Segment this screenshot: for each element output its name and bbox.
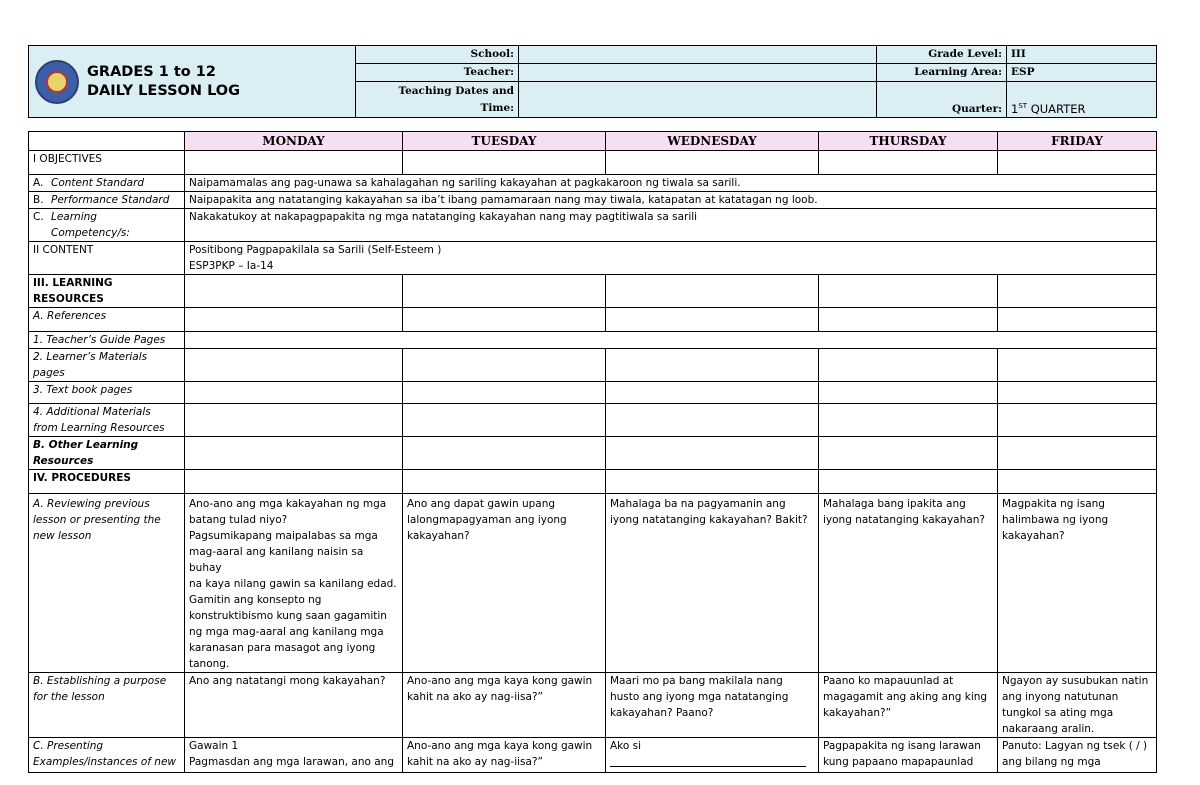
establishing-purpose-line-2: for the lesson xyxy=(33,691,105,703)
grade-level-field[interactable]: III xyxy=(1007,46,1157,64)
reviewing-friday[interactable] xyxy=(998,494,1157,673)
reviewing-monday-line: batang tulad niyo? xyxy=(189,514,288,526)
title-line-1: GRADES 1 to 12 xyxy=(87,63,216,80)
reviewing-lesson-line-3: new lesson xyxy=(33,530,92,542)
learning-competency-marker: C. xyxy=(33,211,44,223)
title-line-2: DAILY LESSON LOG xyxy=(87,82,241,99)
additional-materials-tuesday[interactable] xyxy=(403,404,606,437)
purpose-wednesday-line: Maari mo pa bang makilala nang xyxy=(610,675,783,687)
other-resources-wednesday[interactable] xyxy=(606,437,819,470)
reviewing-tuesday-line: kakayahan? xyxy=(407,530,470,542)
purpose-thursday-line: magagamit ang aking ang king xyxy=(823,691,988,703)
reviewing-wednesday-line: iyong natatanging kakayahan? Bakit? xyxy=(610,514,808,526)
reviewing-monday[interactable] xyxy=(185,494,403,673)
references-thursday[interactable] xyxy=(819,308,998,332)
purpose-friday-line: tungkol sa ating mga xyxy=(1002,707,1114,719)
references-tuesday[interactable] xyxy=(403,308,606,332)
textbook-friday[interactable] xyxy=(998,382,1157,404)
teacher-label: Teacher: xyxy=(356,64,519,82)
name-blank-line[interactable] xyxy=(610,754,806,767)
teaching-dates-label-line-2: Time: xyxy=(480,102,514,114)
teachers-guide-label: 1. Teacher’s Guide Pages xyxy=(29,332,185,349)
quarter-label: Quarter: xyxy=(877,82,1007,118)
teaching-dates-field[interactable] xyxy=(519,82,877,118)
grade-level-label: Grade Level: xyxy=(877,46,1007,64)
purpose-thursday-line: kakayahan?” xyxy=(823,707,892,719)
additional-materials-friday[interactable] xyxy=(998,404,1157,437)
learning-resources-heading: III. LEARNING RESOURCES xyxy=(29,275,185,308)
quarter-number: 1 xyxy=(1011,102,1019,116)
learners-materials-wednesday[interactable] xyxy=(606,349,819,382)
learners-materials-line-1: 2. Learner’s Materials xyxy=(33,351,148,363)
purpose-tuesday-line: kahit na ako ay nag-iisa?” xyxy=(407,691,543,703)
content-value-line-1: Positibong Pagpapakilala sa Sarili (Self-Esteem ) xyxy=(189,244,442,256)
purpose-tuesday[interactable] xyxy=(403,673,606,738)
teacher-field[interactable] xyxy=(519,64,877,82)
presenting-wednesday[interactable] xyxy=(606,738,819,773)
presenting-thursday[interactable] xyxy=(819,738,998,773)
learners-materials-thursday[interactable] xyxy=(819,349,998,382)
reviewing-friday-line: Magpakita ng isang xyxy=(1002,498,1105,510)
objectives-wednesday[interactable] xyxy=(606,151,819,175)
learners-materials-tuesday[interactable] xyxy=(403,349,606,382)
quarter-field[interactable] xyxy=(1007,82,1157,118)
content-value[interactable] xyxy=(185,242,1157,275)
day-header-friday: FRIDAY xyxy=(998,132,1157,151)
reviewing-monday-line: mag-aaral ang kanilang naisin sa buhay xyxy=(189,546,364,574)
resources-thursday[interactable] xyxy=(819,275,998,308)
quarter-superscript: ST xyxy=(1018,102,1028,111)
textbook-wednesday[interactable] xyxy=(606,382,819,404)
purpose-friday-line: ang inyong natutunan xyxy=(1002,691,1119,703)
purpose-thursday[interactable] xyxy=(819,673,998,738)
additional-materials-line-1: 4. Additional Materials xyxy=(33,406,151,418)
presenting-examples-line-1: C. Presenting xyxy=(33,740,104,752)
references-monday[interactable] xyxy=(185,308,403,332)
textbook-tuesday[interactable] xyxy=(403,382,606,404)
quarter-text: QUARTER xyxy=(1027,102,1086,116)
reviewing-friday-line: halimbawa ng iyong xyxy=(1002,514,1109,526)
teaching-dates-label-line-1: Teaching Dates and xyxy=(398,85,514,97)
content-standard-value[interactable]: Naipamamalas ang pag-unawa sa kahalagahan ng sariling kakayahan at pagkakaroon ng tiwala sa sarili. xyxy=(185,175,1157,192)
resources-monday[interactable] xyxy=(185,275,403,308)
purpose-wednesday[interactable] xyxy=(606,673,819,738)
presenting-tuesday-line: Ano-ano ang mga kaya kong gawin xyxy=(407,740,593,752)
learning-competency-line-2: Competency/s: xyxy=(51,227,130,239)
content-standard-label xyxy=(29,175,185,192)
reviewing-monday-line: ng mga mag-aaral ang kanilang mga xyxy=(189,626,384,638)
presenting-examples-line-2: Examples/instances of new xyxy=(33,756,177,768)
textbook-thursday[interactable] xyxy=(819,382,998,404)
resources-tuesday[interactable] xyxy=(403,275,606,308)
reviewing-friday-line: kakayahan? xyxy=(1002,530,1065,542)
presenting-monday-line: Pagmasdan ang mga larawan, ano ang xyxy=(189,756,395,768)
reviewing-lesson-line-2: lesson or presenting the xyxy=(33,514,161,526)
textbook-pages-label: 3. Text book pages xyxy=(29,382,185,404)
presenting-thursday-line: kung papaano mapapaunlad xyxy=(823,756,974,768)
presenting-friday-line: Panuto: Lagyan ng tsek ( / ) xyxy=(1002,740,1148,752)
objectives-heading: I OBJECTIVES xyxy=(29,151,185,175)
lesson-log-table xyxy=(28,131,1157,773)
additional-materials-wednesday[interactable] xyxy=(606,404,819,437)
references-heading: A. References xyxy=(29,308,185,332)
objectives-thursday[interactable] xyxy=(819,151,998,175)
presenting-tuesday[interactable] xyxy=(403,738,606,773)
day-header-thursday: THURSDAY xyxy=(819,132,998,151)
presenting-monday[interactable] xyxy=(185,738,403,773)
objectives-tuesday[interactable] xyxy=(403,151,606,175)
reviewing-tuesday[interactable] xyxy=(403,494,606,673)
purpose-friday[interactable] xyxy=(998,673,1157,738)
procedures-heading: IV. PROCEDURES xyxy=(29,470,185,494)
learners-materials-monday[interactable] xyxy=(185,349,403,382)
other-resources-label xyxy=(29,437,185,470)
reviewing-wednesday-line: Mahalaga ba na pagyamanin ang xyxy=(610,498,786,510)
reviewing-monday-line: Ano-ano ang mga kakayahan ng mga xyxy=(189,498,387,510)
learners-materials-label xyxy=(29,349,185,382)
corner-cell xyxy=(29,132,185,151)
procedures-thursday[interactable] xyxy=(819,470,998,494)
purpose-wednesday-line: husto ang iyong mga natatanging xyxy=(610,691,789,703)
day-header-wednesday: WEDNESDAY xyxy=(606,132,819,151)
teaching-dates-label xyxy=(356,82,519,118)
presenting-wednesday-line: Ako si xyxy=(610,740,642,752)
establishing-purpose-line-1: B. Establishing a purpose xyxy=(33,675,167,687)
header-table xyxy=(28,45,1157,118)
learning-area-label: Learning Area: xyxy=(877,64,1007,82)
other-resources-friday[interactable] xyxy=(998,437,1157,470)
performance-standard-marker: B. xyxy=(33,194,44,206)
other-resources-thursday[interactable] xyxy=(819,437,998,470)
objectives-friday[interactable] xyxy=(998,151,1157,175)
presenting-tuesday-line: kahit na ako ay nag-iisa?” xyxy=(407,756,543,768)
procedures-friday[interactable] xyxy=(998,470,1157,494)
additional-materials-line-2: from Learning Resources xyxy=(33,422,165,434)
deped-seal-icon xyxy=(35,60,79,104)
reviewing-thursday-line: iyong natatanging kakayahan? xyxy=(823,514,985,526)
performance-standard-label xyxy=(29,192,185,209)
references-friday[interactable] xyxy=(998,308,1157,332)
additional-materials-monday[interactable] xyxy=(185,404,403,437)
content-value-line-2: ESP3PKP – Ia-14 xyxy=(189,260,274,272)
additional-materials-label xyxy=(29,404,185,437)
purpose-monday-line: Ano ang natatangi mong kakayahan? xyxy=(189,675,386,687)
presenting-monday-line: Gawain 1 xyxy=(189,740,239,752)
reviewing-thursday-line: Mahalaga bang ipakita ang xyxy=(823,498,966,510)
learning-competency-label xyxy=(29,209,185,242)
purpose-monday[interactable] xyxy=(185,673,403,738)
content-heading: II CONTENT xyxy=(29,242,185,275)
reviewing-monday-line: konstruktibismo kung saan gagamitin xyxy=(189,610,387,622)
presenting-thursday-line: Pagpapakita ng isang larawan xyxy=(823,740,981,752)
content-standard-marker: A. xyxy=(33,177,44,189)
reviewing-monday-line: karanasan para masagot ang iyong xyxy=(189,642,376,654)
day-header-tuesday: TUESDAY xyxy=(403,132,606,151)
performance-standard-text: Performance Standard xyxy=(51,194,170,206)
learning-area-field[interactable]: ESP xyxy=(1007,64,1157,82)
references-wednesday[interactable] xyxy=(606,308,819,332)
presenting-friday-line: ang bilang ng mga xyxy=(1002,756,1101,768)
establishing-purpose-label xyxy=(29,673,185,738)
learning-competency-value[interactable]: Nakakatukoy at nakapagpapakita ng mga natatanging kakayahan nang may pagtitiwala sa sarili xyxy=(185,209,1157,242)
learning-competency-line-1: Learning xyxy=(51,211,97,223)
other-resources-monday[interactable] xyxy=(185,437,403,470)
objectives-monday[interactable] xyxy=(185,151,403,175)
reviewing-monday-line: Pagsumikapang maipalabas sa mga xyxy=(189,530,378,542)
school-field[interactable] xyxy=(519,46,877,64)
procedures-tuesday[interactable] xyxy=(403,470,606,494)
reviewing-tuesday-line: lalongmapagyaman ang iyong xyxy=(407,514,567,526)
procedures-monday[interactable] xyxy=(185,470,403,494)
reviewing-monday-line: Gamitin ang konsepto ng xyxy=(189,594,322,606)
content-standard-text: Content Standard xyxy=(51,177,145,189)
reviewing-monday-line: tanong. xyxy=(189,658,230,670)
reviewing-wednesday[interactable] xyxy=(606,494,819,673)
purpose-friday-line: Ngayon ay susubukan natin xyxy=(1002,675,1149,687)
resources-friday[interactable] xyxy=(998,275,1157,308)
purpose-wednesday-line: kakayahan? Paano? xyxy=(610,707,714,719)
reviewing-lesson-label xyxy=(29,494,185,673)
purpose-thursday-line: Paano ko mapauunlad at xyxy=(823,675,954,687)
resources-wednesday[interactable] xyxy=(606,275,819,308)
other-resources-line-1: B. Other Learning xyxy=(33,439,139,451)
learners-materials-line-2: pages xyxy=(33,367,65,379)
school-label: School: xyxy=(356,46,519,64)
purpose-friday-line: nakaraang aralin. xyxy=(1002,723,1095,735)
other-resources-line-2: Resources xyxy=(33,455,94,467)
header-logo-cell xyxy=(29,46,356,118)
reviewing-thursday[interactable] xyxy=(819,494,998,673)
day-header-monday: MONDAY xyxy=(185,132,403,151)
presenting-friday[interactable] xyxy=(998,738,1157,773)
learners-materials-friday[interactable] xyxy=(998,349,1157,382)
purpose-tuesday-line: Ano-ano ang mga kaya kong gawin xyxy=(407,675,593,687)
presenting-examples-label xyxy=(29,738,185,773)
reviewing-tuesday-line: Ano ang dapat gawin upang xyxy=(407,498,556,510)
performance-standard-value[interactable]: Naipapakita ang natatanging kakayahan sa iba’t ibang pamamaraan nang may tiwala, katapatan at katatagan ng loob. xyxy=(185,192,1157,209)
additional-materials-thursday[interactable] xyxy=(819,404,998,437)
reviewing-lesson-line-1: A. Reviewing previous xyxy=(33,498,150,510)
procedures-wednesday[interactable] xyxy=(606,470,819,494)
other-resources-tuesday[interactable] xyxy=(403,437,606,470)
reviewing-monday-line: na kaya nilang gawin sa kanilang edad. xyxy=(189,578,397,590)
textbook-monday[interactable] xyxy=(185,382,403,404)
teachers-guide-value[interactable] xyxy=(185,332,1157,349)
